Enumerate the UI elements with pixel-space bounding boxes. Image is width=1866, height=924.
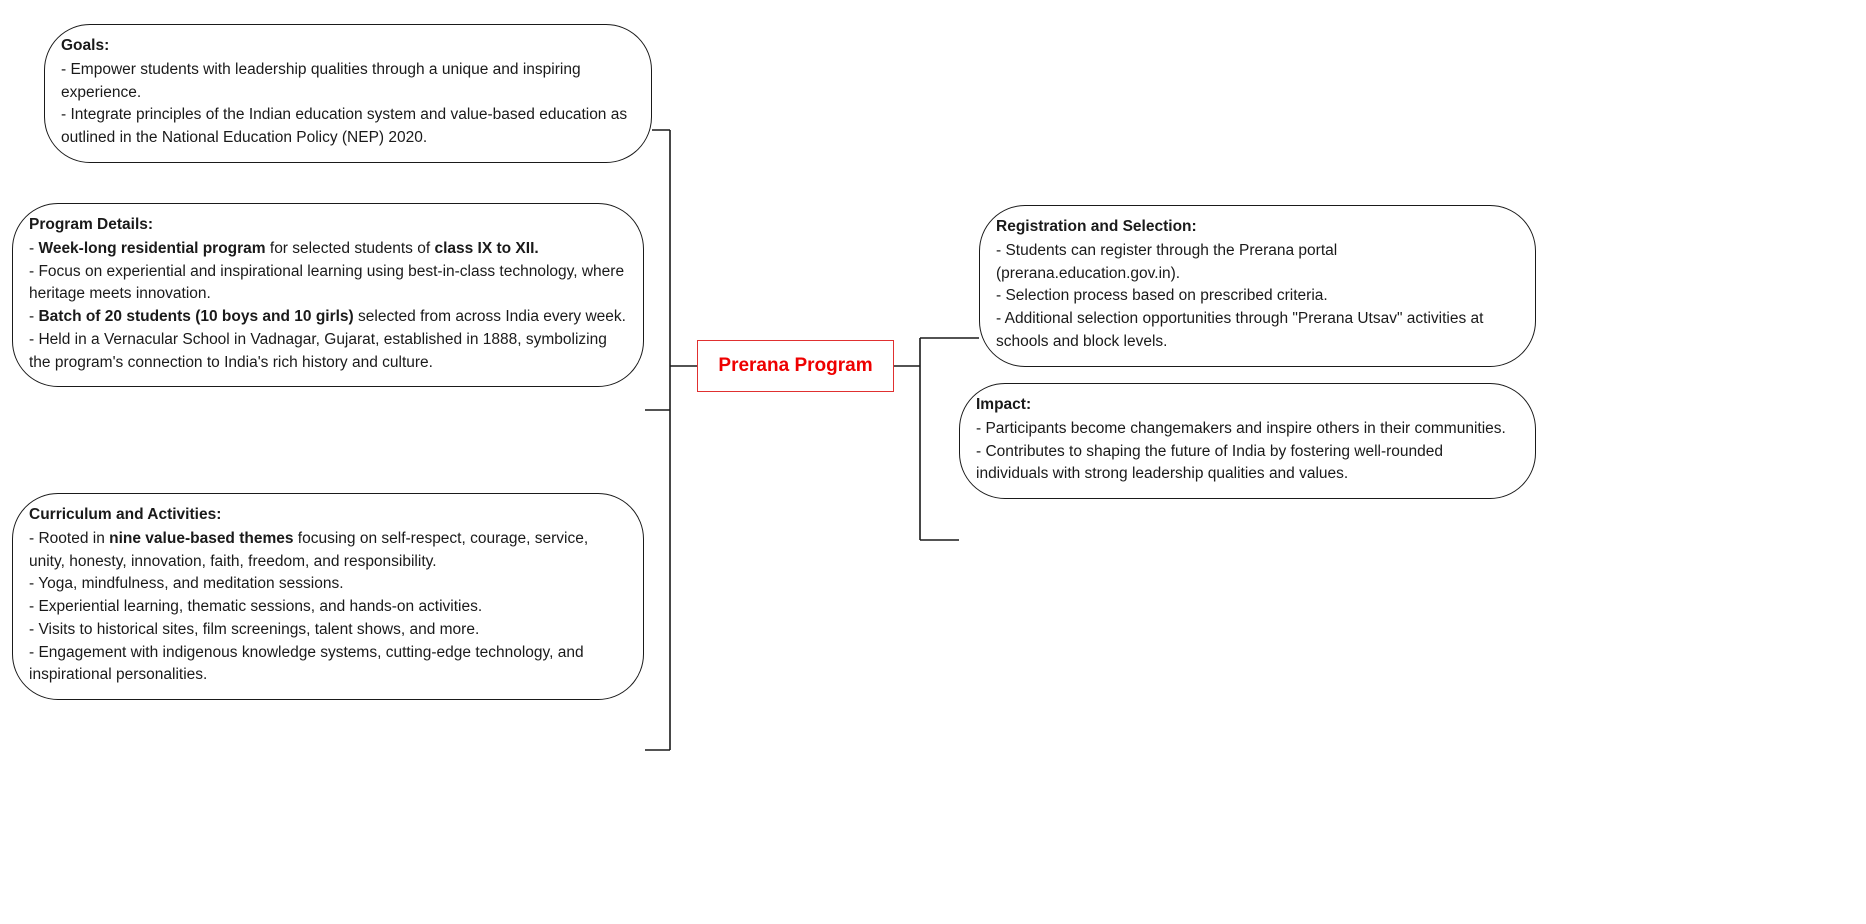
node-impact-line-1: - Participants become changemakers and inspire others in their communities. [976,419,1506,437]
node-registration-title: Registration and Selection: [996,218,1197,235]
node-goals-title: Goals: [61,37,110,54]
node-registration-line-2: - Selection process based on prescribed criteria. [996,287,1328,305]
node-curriculum-line-4: - Visits to historical sites, film screenings, talent shows, and more. [29,620,480,638]
node-program-details-title: Program Details: [29,216,154,233]
node-curriculum-title: Curriculum and Activities: [29,506,222,523]
node-curriculum-line-5: - Engagement with indigenous knowledge systems, cutting-edge technology, and inspirational personalities. [29,643,584,684]
node-impact[interactable] [959,383,1536,499]
node-center-prerana-program[interactable] [697,340,894,392]
node-curriculum-and-activities[interactable] [12,493,644,700]
node-goals-line-1: - Empower students with leadership qualities through a unique and inspiring experience. [61,60,581,101]
node-impact-title: Impact: [976,396,1032,413]
node-curriculum-line-2: - Yoga, mindfulness, and meditation sessions. [29,575,344,593]
node-goals-line-2: - Integrate principles of the Indian education system and value-based education as outlined in the National Education Policy (NEP) 2020. [61,106,628,147]
node-goals[interactable] [44,24,652,163]
node-program-details-line-3: - Batch of 20 students (10 boys and 10 girls) selected from across India every week. [29,308,626,326]
node-program-details-line-1: - Week-long residential program for selected students of class IX to XII. [29,239,539,257]
node-registration-line-1: - Students can register through the Prerana portal (prerana.education.gov.in). [996,241,1338,282]
node-program-details[interactable] [12,203,644,387]
center-node-label: Prerana Program [718,355,873,376]
node-program-details-line-2: - Focus on experiential and inspirational learning using best-in-class technology, where heritage meets innovation. [29,262,625,303]
node-program-details-line-4: - Held in a Vernacular School in Vadnagar, Gujarat, established in 1888, symbolizing the program's connection to India's rich history and culture. [29,330,607,371]
node-curriculum-line-1: - Rooted in nine value-based themes focusing on self-respect, courage, service, unity, honesty, innovation, faith, freedom, and responsibility. [29,529,589,570]
node-registration-and-selection[interactable] [979,205,1536,367]
node-curriculum-line-3: - Experiential learning, thematic sessions, and hands-on activities. [29,598,483,616]
node-registration-line-3: - Additional selection opportunities through "Prerana Utsav" activities at schools and block levels. [996,310,1484,350]
node-impact-line-2: - Contributes to shaping the future of India by fostering well-rounded individuals with strong leadership qualities and values. [976,442,1443,483]
